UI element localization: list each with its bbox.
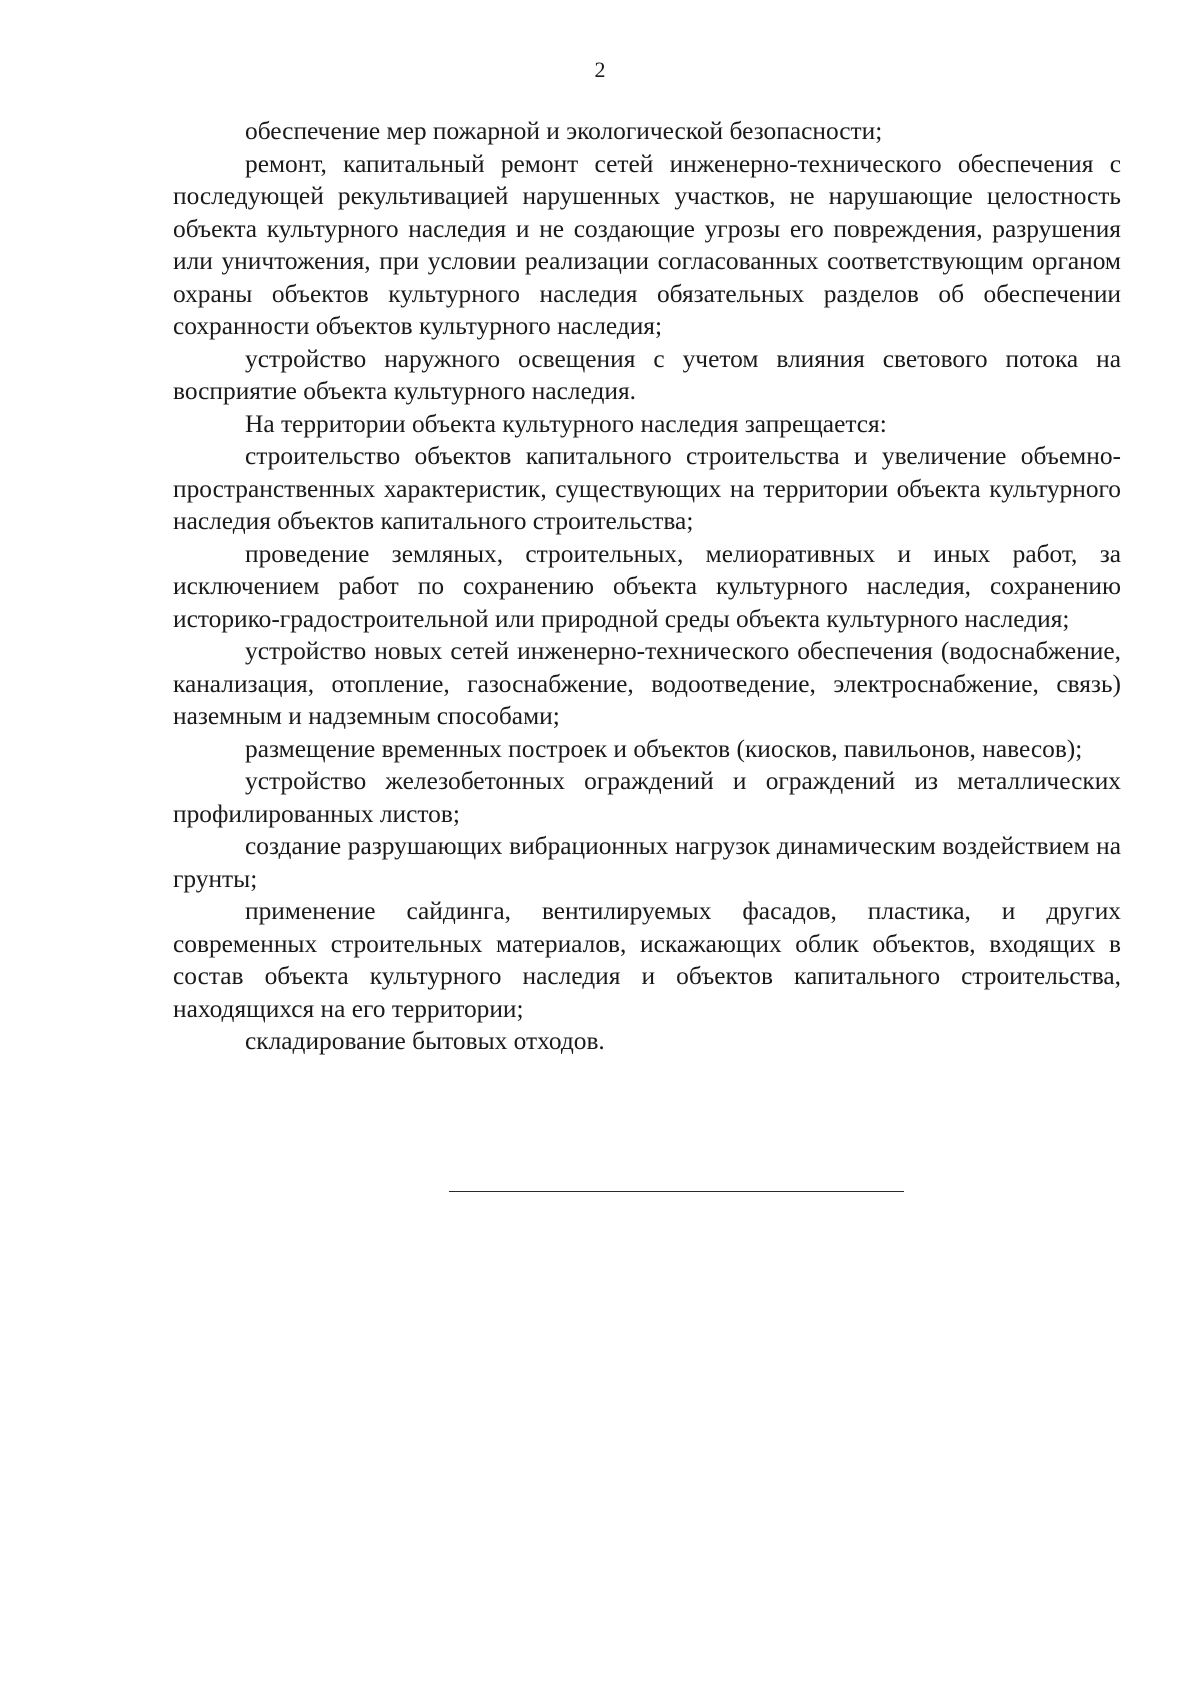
- page-number: 2: [594, 57, 606, 82]
- document-body: [173, 115, 1121, 1058]
- paragraph-network-repair: ремонт, капитальный ремонт сетей инженерно-технического обеспечения с последующей рекультивацией нарушенных участков, не нарушающие целостность объекта культурного наследия и не создающие угрозы его повреждения, разрушения или уничтожения, при условии реализации согласованных соответствующим органом охраны объектов культурного наследия обязательных разделов об обеспечении сохранности объектов культурного наследия;: [173, 149, 1121, 340]
- paragraph-outdoor-lighting: устройство наружного освещения с учетом влияния светового потока на восприятие объекта культурного наследия.: [173, 344, 1121, 405]
- paragraph-fire-ecology-safety: обеспечение мер пожарной и экологической безопасности;: [245, 117, 883, 145]
- paragraph-capital-construction: строительство объектов капитального строительства и увеличение объемно-пространственных характеристик, существующих на территории объекта культурного наследия объектов капитального строительства;: [173, 442, 1121, 535]
- paragraph-temporary-structures: размещение временных построек и объектов (киосков, павильонов, навесов);: [245, 734, 1083, 763]
- paragraph-earthworks: проведение земляных, строительных, мелиоративных и иных работ, за исключением работ по сохранению объекта культурного наследия, сохранению историко-градостроительной или природной среды объекта культурного наследия;: [173, 539, 1121, 633]
- paragraph-modern-materials: применение сайдинга, вентилируемых фасадов, пластика, и других современных строительных материалов, искажающих облик объектов, входящих в состав объекта культурного наследия и объектов капитального строительства, находящихся на его территории;: [173, 897, 1121, 1023]
- paragraph-waste-storage: складирование бытовых отходов.: [245, 1027, 605, 1055]
- paragraph-prohibitions-heading: На территории объекта культурного наследия запрещается:: [245, 409, 887, 438]
- paragraph-new-networks: устройство новых сетей инженерно-технического обеспечения (водоснабжение, канализация, отопление, газоснабжение, водоотведение, электроснабжение, связь) наземным и надземным способами;: [173, 637, 1121, 730]
- paragraph-vibration-loads: создание разрушающих вибрационных нагрузок динамическим воздействием на грунты;: [173, 832, 1121, 893]
- end-of-document-rule: [449, 1191, 904, 1192]
- paragraph-fences: устройство железобетонных ограждений и ограждений из металлических профилированных листов;: [173, 767, 1121, 828]
